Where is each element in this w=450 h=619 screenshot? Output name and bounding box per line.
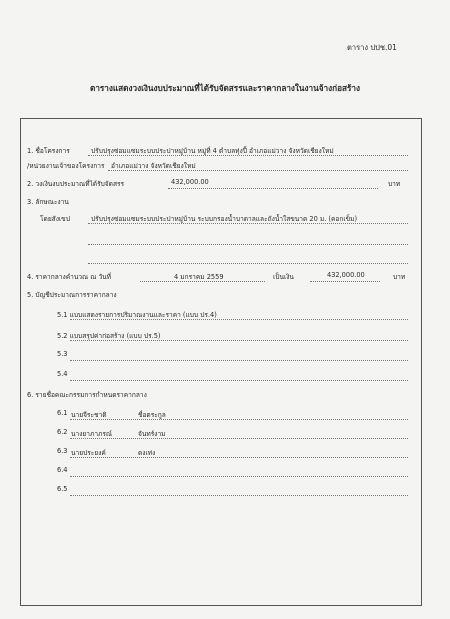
document-code: ตาราง ปปช.01	[347, 43, 397, 52]
dotted-line	[70, 340, 408, 341]
member-no: 6.2	[57, 428, 68, 436]
member-no: 6.4	[57, 466, 68, 474]
budget-unit: บาท	[388, 180, 401, 188]
member-last-name: ดงเท่ง	[138, 449, 156, 457]
list-item: 5.4	[57, 370, 68, 378]
page-title: ตารางแสดงวงเงินงบประมาณที่ได้รับจัดสรรและราคากลางในงานจ้างก่อสร้าง	[90, 83, 360, 93]
agency-value: อำเภอแม่วาง จังหวัดเชียงใหม่	[111, 162, 196, 170]
member-no: 6.3	[57, 447, 68, 455]
dotted-line	[70, 476, 408, 477]
list-item: 5.2 แบบสรุปค่าก่อสร้าง (แบบ ปร.5)	[57, 332, 161, 340]
dotted-line	[70, 495, 408, 496]
member-first-name: นางยาภาภรณ์	[71, 430, 113, 438]
member-no: 6.5	[57, 485, 68, 493]
dotted-line	[70, 438, 408, 439]
dotted-line	[70, 380, 408, 381]
form-frame	[20, 118, 422, 606]
item1-label: 1. ชื่อโครงการ	[27, 147, 70, 155]
median-price-unit: บาท	[393, 273, 406, 281]
item3-label: 3. ลักษณะงาน	[27, 198, 69, 206]
project-name-value: ปรับปรุงซ่อมแซมระบบประปาหมู่บ้าน หมู่ที่ 4 ตำบลทุ่งปี้ อำเภอแม่วาง จังหวัดเชียงใหม่	[91, 147, 334, 155]
dotted-line	[70, 457, 408, 458]
calc-date-value: 4 มกราคม 2559	[174, 273, 224, 281]
median-price-value: 432,000.00	[327, 271, 365, 279]
dotted-line	[70, 360, 408, 361]
list-item: 5.1 แบบแสดงรายการปริมาณงานและราคา (แบบ ปร.4)	[57, 311, 217, 319]
member-last-name: ชื่อตระกูล	[138, 411, 166, 419]
item3-sub-label: โดยสังเขป	[40, 215, 70, 223]
dotted-line	[310, 281, 380, 282]
item4-mid-label: เป็นเงิน	[273, 273, 294, 281]
dotted-line	[88, 155, 408, 156]
work-description-value: ปรับปรุงซ่อมแซมระบบประปาหมู่บ้าน ระบบกรองน้ำบาดาลและถังน้ำใสขนาด 20 ม. (คอกเข็ม)	[91, 215, 358, 223]
dotted-line	[88, 244, 408, 245]
dotted-line	[108, 170, 408, 171]
list-item: 5.3	[57, 350, 68, 358]
item2-label: 2. วงเงินงบประมาณที่ได้รับจัดสรร	[27, 180, 125, 188]
dotted-line	[70, 319, 408, 320]
dotted-line	[88, 263, 408, 264]
dotted-line	[140, 281, 265, 282]
member-first-name: นายประยงค์	[71, 449, 106, 457]
dotted-line	[168, 188, 378, 189]
dotted-line	[88, 223, 408, 224]
agency-label: /หน่วยงานเจ้าของโครงการ	[27, 162, 105, 170]
item6-label: 6. รายชื่อคณะกรรมการกำหนดราคากลาง	[27, 391, 147, 399]
member-no: 6.1	[57, 409, 68, 417]
member-first-name: นายจีระชาติ	[71, 411, 107, 419]
item4-label: 4. ราคากลางคำนวณ ณ วันที่	[27, 273, 112, 281]
budget-value: 432,000.00	[171, 178, 209, 186]
item5-label: 5. บัญชีประมาณการราคากลาง	[27, 291, 117, 299]
member-last-name: จันทร์งาม	[138, 430, 166, 438]
dotted-line	[70, 419, 408, 420]
